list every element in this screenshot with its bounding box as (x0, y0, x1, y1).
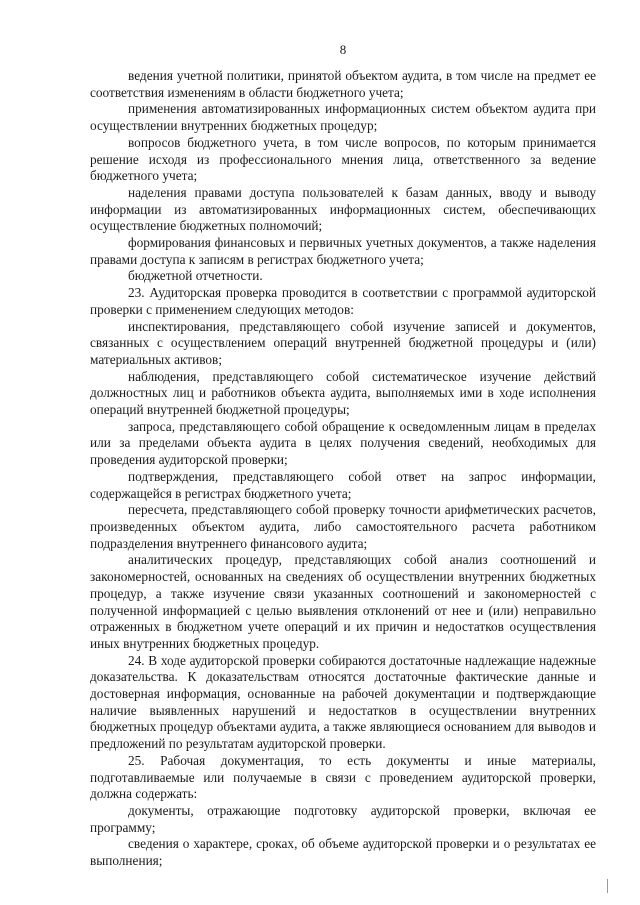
paragraph: формирования финансовых и первичных учетных документов, а также наделения правами доступа к записям в регистрах бюджетного учета; (90, 235, 596, 267)
paragraph: наделения правами доступа пользователей к базам данных, вводу и выводу информации из автоматизированных информационных систем, обеспечивающих осуществление бюджетных полномочий; (90, 184, 596, 234)
paragraph: бюджетной отчетности. (128, 268, 263, 284)
paragraph: документы, отражающие подготовку аудиторской проверки, включая ее программу; (90, 802, 596, 835)
paragraph: запроса, представляющего собой обращение к осведомленным лицам в пределах или за пределами объекта аудита в целях получения сведений, необходимых для проведения аудиторской проверки; (90, 418, 596, 468)
document-body (90, 68, 596, 870)
paragraph: применения автоматизированных информационных систем объектом аудита при осуществлении внутренних бюджетных процедур; (90, 101, 596, 134)
paragraph-23: 23. Аудиторская проверка проводится в соответствии с программой аудиторской проверки с применением следующих методов: (90, 285, 596, 317)
scan-edge-mark (607, 879, 612, 893)
page-number: 8 (339, 42, 347, 57)
paragraph: наблюдения, представляющего собой систематическое изучение действий должностных лиц и работников объекта аудита, выполняемых ими в ходе исполнения операций внутренней бюджетной процедуры; (90, 368, 596, 418)
paragraph-24: 24. В ходе аудиторской проверки собираются достаточные надлежащие надежные доказательства. К доказательствам относятся достаточные фактические данные и достоверная информация, основанные на рабочей документации и подтверждающие наличие выявленных нарушений и недостатков в осуществлении внутренних бюджетных процедур объектами аудита, а также являющиеся основанием для выводов и предложений по результатам аудиторской проверки. (90, 652, 596, 752)
paragraph: пересчета, представляющего собой проверку точности арифметических расчетов, произведенных объектом аудита, либо самостоятельного расчета работником подразделения внутреннего финансового аудита; (90, 502, 596, 551)
paragraph: вопросов бюджетного учета, в том числе вопросов, по которым принимается решение исходя из профессионального мнения лица, ответственного за ведение бюджетного учета; (90, 134, 596, 184)
paragraph: аналитических процедур, представляющих собой анализ соотношений и закономерностей, основанных на сведениях об осуществлении внутренних бюджетных процедур, а также изучение связи указанных соотношений и закономерностей с полученной информацией с целью выявления отклонений от нее и (или) неправильно отраженных в бюджетном учете операций и их причин и недостатков осуществления иных внутренних бюджетных процедур. (90, 552, 596, 651)
paragraph: ведения учетной политики, принятой объектом аудита, в том числе на предмет ее соответствия изменениям в области бюджетного учета; (90, 68, 596, 100)
paragraph: подтверждения, представляющего собой ответ на запрос информации, содержащейся в регистрах бюджетного учета; (90, 468, 596, 501)
paragraph-25: 25. Рабочая документация, то есть документы и иные материалы, подготавливаемые или получаемые в связи с проведением аудиторской проверки, должна содержать: (90, 752, 596, 802)
paragraph: инспектирования, представляющего собой изучение записей и документов, связанных с осуществлением операций внутренней бюджетной процедуры и (или) материальных активов; (90, 318, 596, 367)
paragraph: сведения о характере, сроках, об объеме аудиторской проверки и о результатах ее выполнения; (90, 836, 596, 869)
